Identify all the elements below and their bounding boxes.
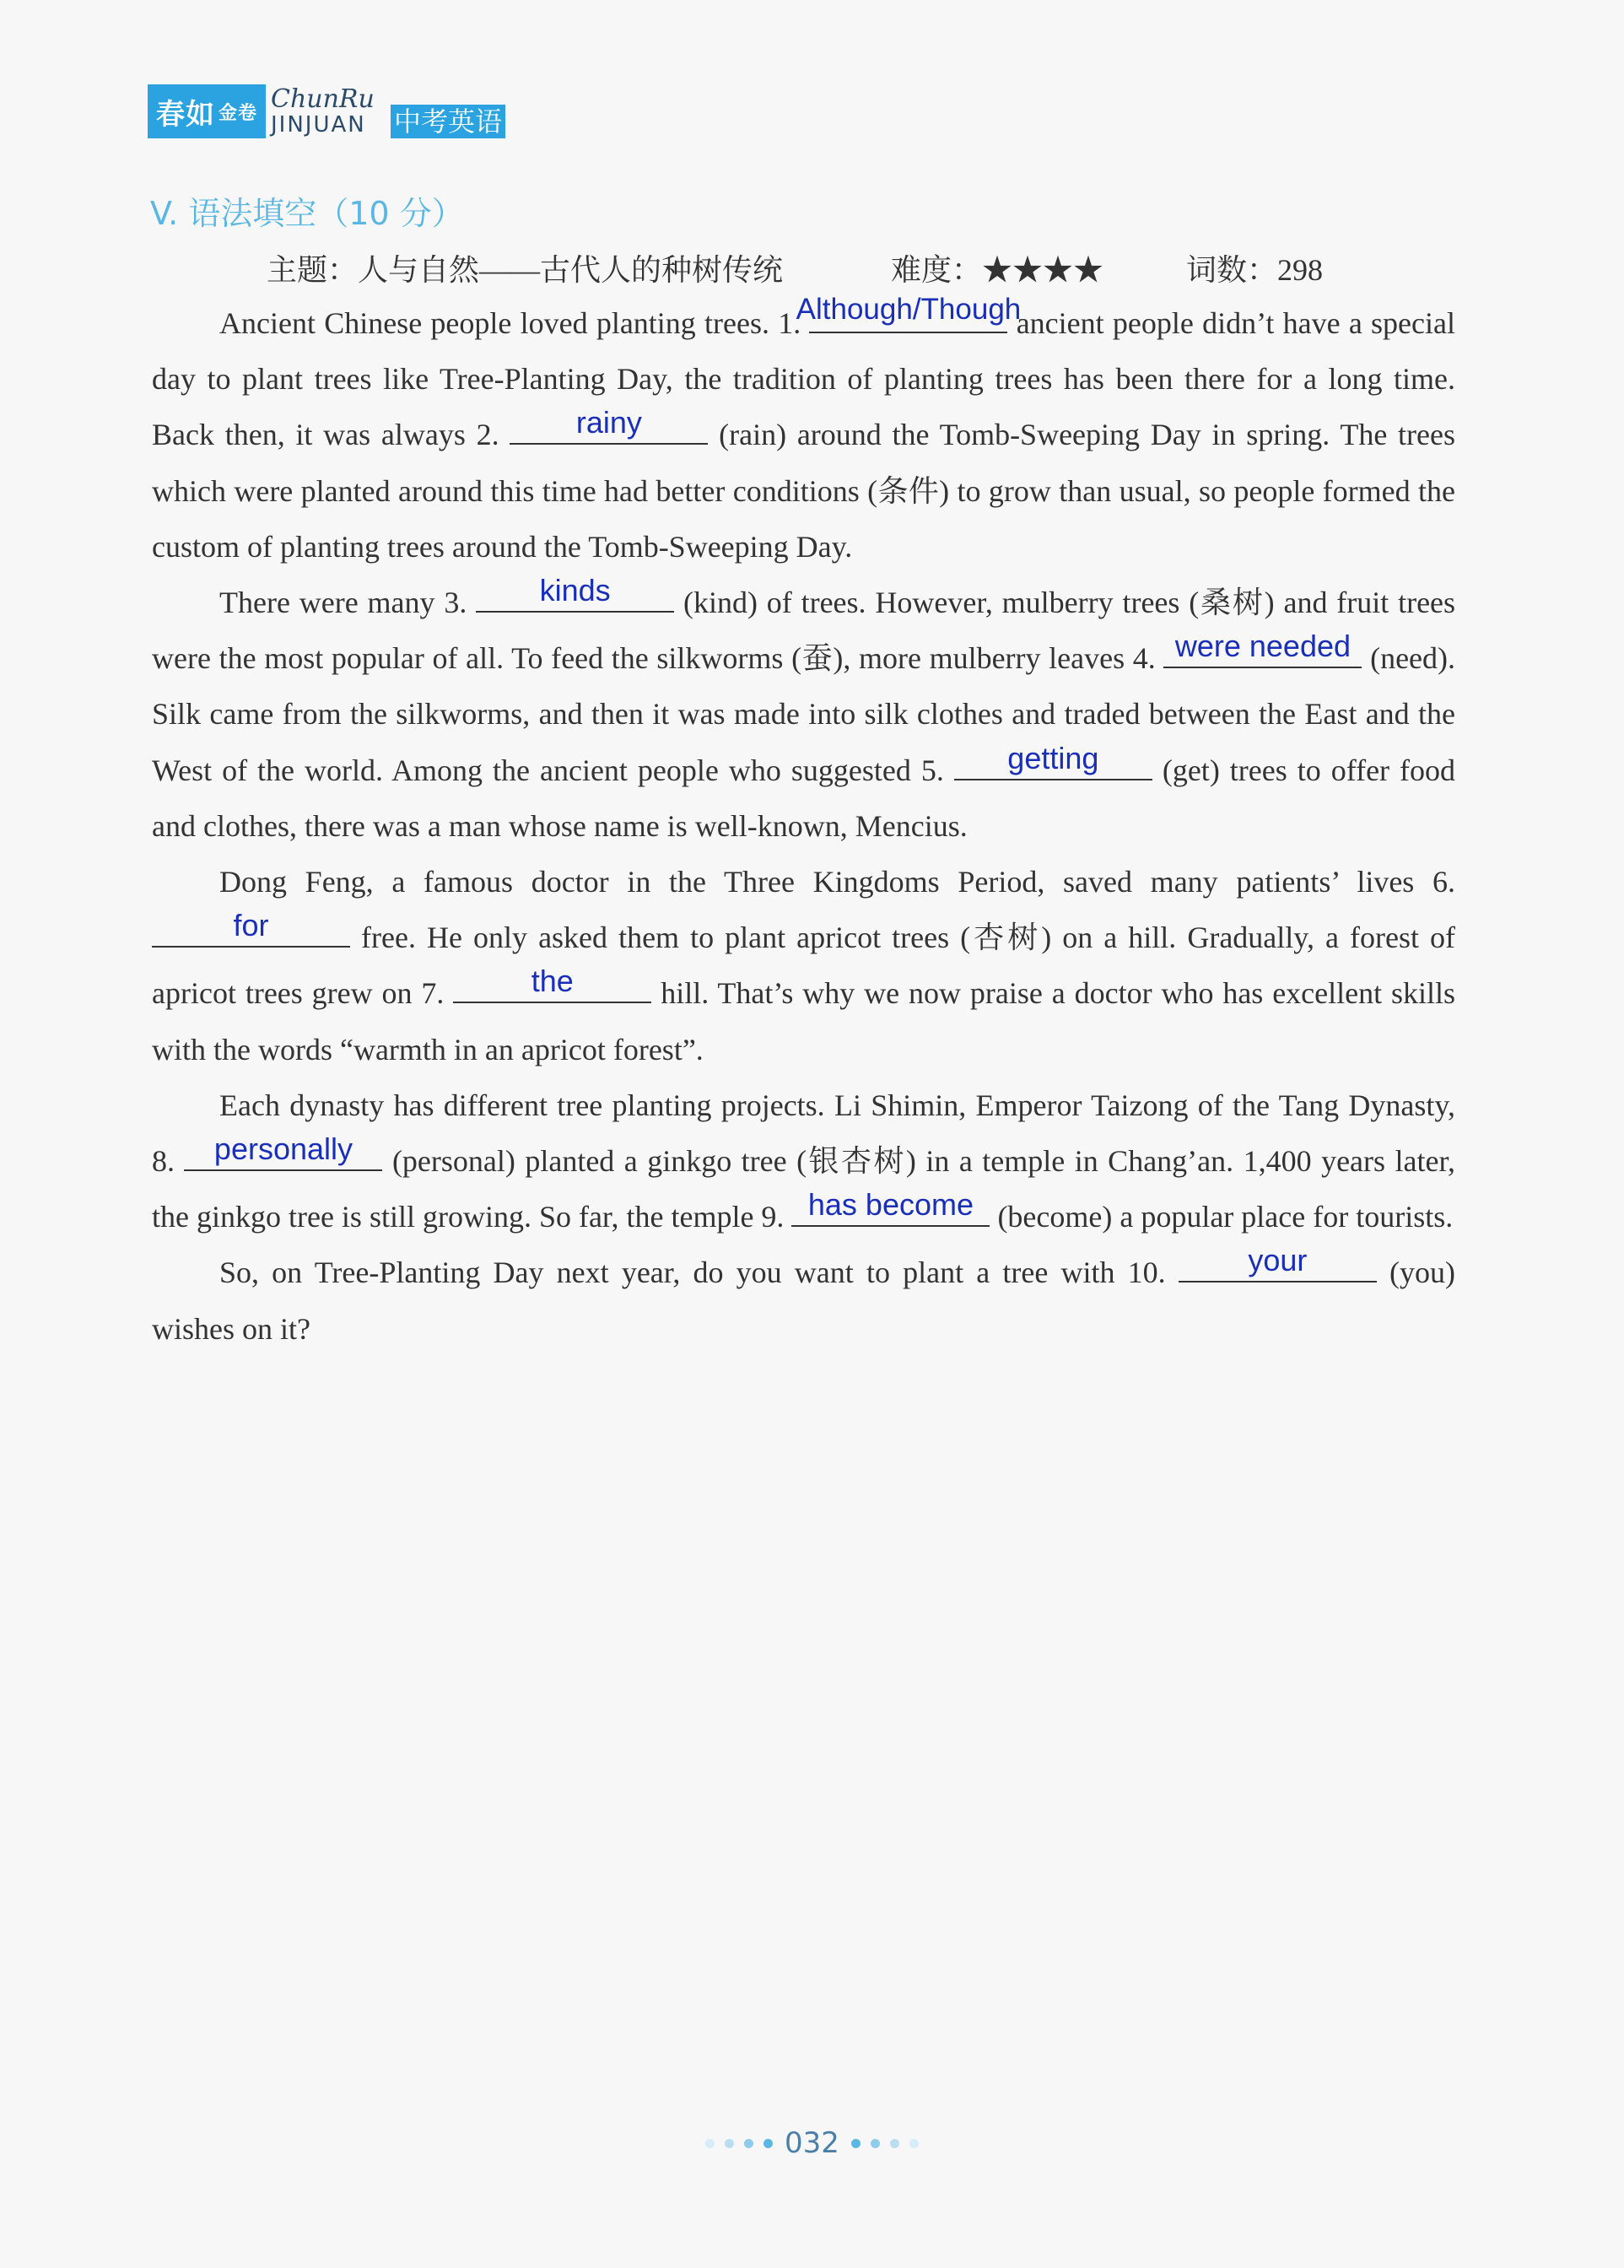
paragraph-4	[152, 1077, 1455, 1245]
logo-chinese-2: 金卷	[218, 102, 257, 124]
brand-line-1: ChunRu	[271, 84, 375, 114]
answer-10: your	[1248, 1243, 1308, 1278]
answer-3: kinds	[539, 573, 611, 608]
logo-brand	[266, 84, 389, 138]
answer-5: getting	[1007, 740, 1099, 775]
meta-line	[267, 246, 1389, 289]
passage-text: Ancient Chinese people loved planting trees. 1.	[219, 306, 801, 340]
blank-10[interactable]	[1179, 1243, 1377, 1282]
logo-mark	[148, 84, 266, 138]
word-count: 词数：298	[1186, 253, 1324, 287]
paragraph-5	[152, 1245, 1455, 1356]
footer-dot	[890, 2139, 899, 2148]
blank-8[interactable]	[184, 1131, 382, 1171]
passage-text: (rain) around the Tomb-Sweeping Day in spring. The trees which were planted around this time had better conditions (条件) to grow than usual, so people formed the custom of planting trees around the Tomb-Sweeping Day.	[152, 418, 1456, 564]
passage-text: There were many 3.	[219, 586, 467, 620]
blank-5[interactable]	[954, 740, 1152, 780]
passage	[152, 295, 1455, 1357]
blank-2[interactable]	[510, 405, 708, 445]
answer-6: for	[233, 908, 269, 943]
passage-text: hill. That’s why we now praise a doctor who has excellent skills with the words “warmth in an apricot forest”.	[152, 976, 1456, 1066]
blank-6[interactable]	[152, 908, 350, 948]
blank-3[interactable]	[476, 573, 674, 613]
paragraph-1	[152, 295, 1455, 575]
answer-7: the	[531, 964, 574, 999]
blank-9[interactable]	[791, 1187, 990, 1227]
paragraph-3	[152, 854, 1455, 1077]
footer-dot	[725, 2139, 734, 2148]
passage-text: (need). Silk came from the silkworms, and then it was made into silk clothes and traded between the East and the West of the world. Among the ancient people who suggested 5.	[152, 641, 1456, 787]
footer-dot	[851, 2139, 861, 2148]
passage-text: (kind) of trees. However, mulberry trees (桑树) and fruit trees were the most popular of all. To feed the silkworms (蚕), more mulberry leaves 4.	[152, 586, 1456, 676]
passage-text: (get) trees to offer food and clothes, there was a man whose name is well-known, Mencius.	[152, 753, 1456, 843]
page-footer	[0, 2126, 1624, 2160]
answer-4: were needed	[1174, 629, 1352, 664]
footer-dot	[763, 2139, 773, 2148]
answer-1: Although/Though	[796, 293, 1022, 326]
page-number: 032	[785, 2126, 839, 2160]
answer-8: personally	[213, 1131, 353, 1167]
passage-text: ancient people didn’t have a special day to plant trees like Tree-Planting Day, the tradition of planting trees has been there for a long time. Back then, it was always 2.	[152, 306, 1455, 452]
paragraph-2	[152, 575, 1455, 854]
blank-7[interactable]	[453, 964, 651, 1003]
passage-text: Dong Feng, a famous doctor in the Three Kingdoms Period, saved many patients’ lives 6.	[219, 865, 1455, 899]
answer-9: has become	[807, 1187, 974, 1223]
topic: 主题：人与自然——古代人的种树传统	[267, 253, 784, 287]
header-logo	[148, 84, 505, 138]
blank-4[interactable]	[1163, 629, 1362, 668]
section-title: V. 语法填空（10 分）	[150, 195, 464, 232]
passage-text: So, on Tree-Planting Day next year, do you want to plant a tree with 10.	[219, 1256, 1166, 1290]
subject-badge	[391, 84, 505, 138]
passage-text: (you) wishes on it?	[152, 1256, 1456, 1346]
blank-1[interactable]	[796, 293, 1022, 333]
footer-dot	[744, 2139, 753, 2148]
subject-label: 中考英语	[391, 105, 505, 138]
passage-text: free. He only asked them to plant apricot trees (杏树) on a hill. Gradually, a forest of apricot trees grew on 7.	[152, 921, 1456, 1011]
passage-text: (become) a popular place for tourists.	[997, 1200, 1454, 1234]
passage-text: (personal) planted a ginkgo tree (银杏树) in a temple in Chang’an. 1,400 years later, the ginkgo tree is still growing. So far, the temple 9.	[152, 1144, 1456, 1234]
footer-dot	[909, 2139, 919, 2148]
brand-line-2: JINJUAN	[271, 112, 366, 138]
difficulty: 难度：★★★★	[891, 253, 1104, 287]
answer-2: rainy	[575, 405, 642, 440]
footer-dot	[705, 2139, 715, 2148]
passage-text: Each dynasty has different tree planting projects. Li Shimin, Emperor Taizong of the Tang Dynasty, 8.	[152, 1088, 1455, 1179]
logo-chinese: 春如	[155, 97, 215, 132]
footer-dot	[871, 2139, 880, 2148]
